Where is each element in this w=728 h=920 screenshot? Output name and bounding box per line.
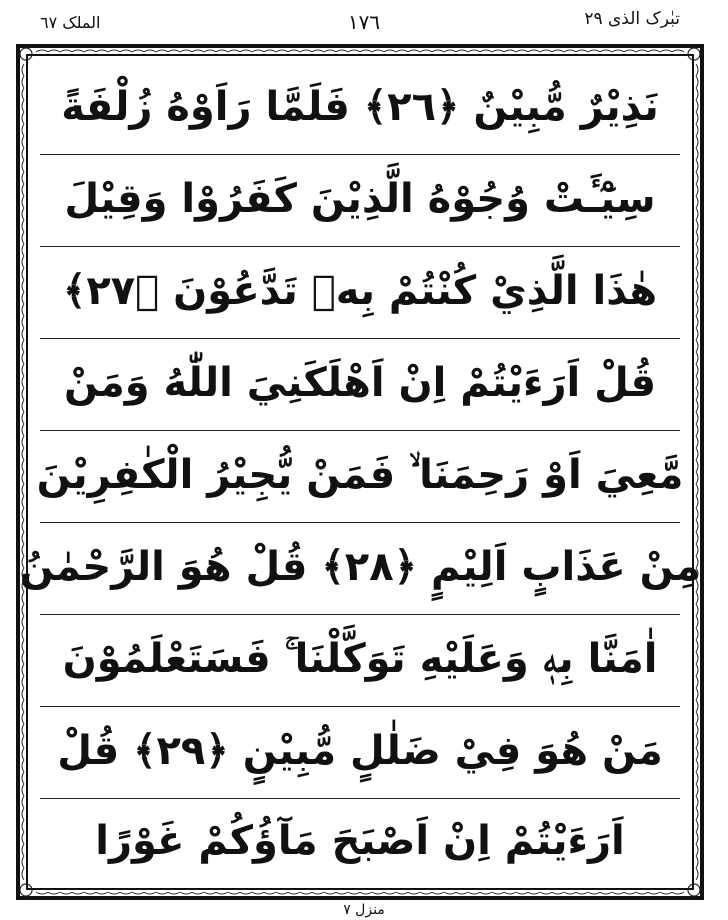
- text-line-5: مَّعِيَ اَوْ رَحِمَنَا ۙ فَمَنْ يُّجِيْرُ الْكٰفِرِيْنَ: [36, 452, 684, 498]
- juz-name-header: تبٰرک الذی ٢٩: [584, 9, 680, 29]
- text-line-3: هٰذَا الَّذِيْ كُنْتُمْ بِهٖ تَدَّعُوْنَ ﴿٢٧﴾: [62, 268, 658, 314]
- text-line-6: مِنْ عَذَابٍ اَلِيْمٍ ﴿٢٨﴾ قُلْ هُوَ الرَّحْمٰنُ: [19, 544, 701, 590]
- text-line-4: قُلْ اَرَءَيْتُمْ اِنْ اَهْلَكَنِيَ اللّٰهُ وَمَنْ: [63, 360, 657, 406]
- surah-name-header: الملک ٦٧: [40, 13, 101, 32]
- text-line-7: اٰمَنَّا بِهٖ وَعَلَيْهِ تَوَكَّلْنَا ۚ فَسَتَعْلَمُوْنَ: [62, 636, 658, 682]
- page-number: ١٧٦: [347, 10, 381, 34]
- manzil-footer: منزل ٧: [343, 902, 385, 918]
- text-line-2: سِيْٓـَٔتْ وُجُوْهُ الَّذِيْنَ كَفَرُوْا وَقِيْلَ: [64, 176, 656, 222]
- line-divider: [40, 338, 680, 339]
- text-line-9: اَرَءَيْتُمْ اِنْ اَصْبَحَ مَآؤُكُمْ غَوْرًا: [95, 818, 625, 864]
- line-divider: [40, 430, 680, 431]
- text-lines: [19, 60, 701, 884]
- text-line-1: نَذِيْرٌ مُّبِيْنٌ ﴿٢٦﴾ فَلَمَّا رَاَوْهُ زُلْفَةً: [61, 84, 659, 130]
- line-divider: [40, 522, 680, 523]
- line-divider: [40, 154, 680, 155]
- line-divider: [40, 246, 680, 247]
- line-divider: [40, 614, 680, 615]
- page-header: [0, 0, 728, 40]
- line-divider: [40, 706, 680, 707]
- text-line-8: مَنْ هُوَ فِيْ ضَلٰلٍ مُّبِيْنٍ ﴿٢٩﴾ قُلْ: [57, 728, 663, 774]
